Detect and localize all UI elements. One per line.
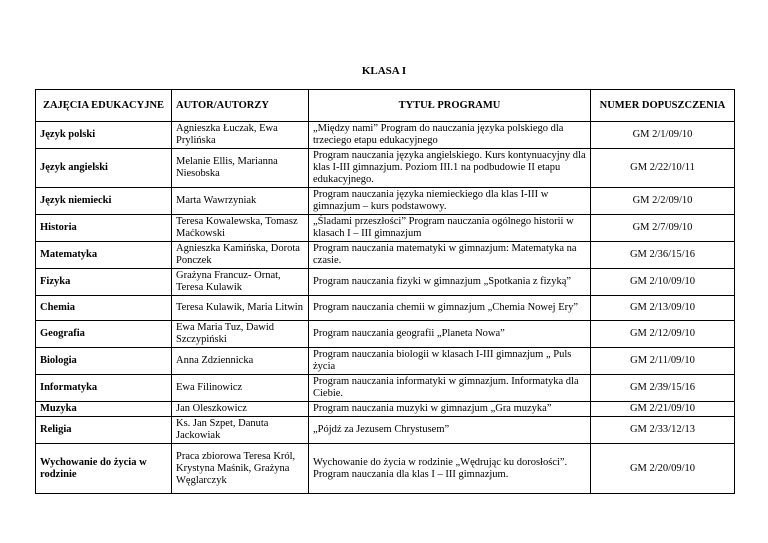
program-cell: Program nauczania biologii w klasach I-III gimnazjum „ Puls życia: [309, 348, 591, 375]
author-cell: Ewa Filinowicz: [172, 375, 309, 402]
author-cell: Jan Oleszkowicz: [172, 402, 309, 417]
author-cell: Teresa Kowalewska, Tomasz Maćkowski: [172, 215, 309, 242]
number-cell: GM 2/12/09/10: [591, 321, 735, 348]
table-row: [36, 122, 735, 149]
program-cell: Wychowanie do życia w rodzinie „Wędrując ku dorosłości”. Program nauczania dla klas I – III gimnazjum.: [309, 444, 591, 494]
page-title: KLASA I: [361, 65, 407, 77]
table-row: [36, 375, 735, 402]
table-row: [36, 296, 735, 321]
subject-cell: Matematyka: [36, 242, 172, 269]
program-cell: „Śladami przeszłości” Program nauczania ogólnego historii w klasach I – III gimnazjum: [309, 215, 591, 242]
header-subject: ZAJĘCIA EDUKACYJNE: [36, 90, 172, 122]
table-row: [36, 402, 735, 417]
subject-cell: Fizyka: [36, 269, 172, 296]
number-cell: GM 2/11/09/10: [591, 348, 735, 375]
subject-cell: Chemia: [36, 296, 172, 321]
number-cell: GM 2/39/15/16: [591, 375, 735, 402]
author-cell: Grażyna Francuz- Ornat, Teresa Kulawik: [172, 269, 309, 296]
author-cell: Ks. Jan Szpet, Danuta Jackowiak: [172, 417, 309, 444]
number-cell: GM 2/13/09/10: [591, 296, 735, 321]
number-cell: GM 2/36/15/16: [591, 242, 735, 269]
program-cell: Program nauczania geografii „Planeta Nowa”: [309, 321, 591, 348]
number-cell: GM 2/10/09/10: [591, 269, 735, 296]
author-cell: Praca zbiorowa Teresa Król, Krystyna Maśnik, Grażyna Węglarczyk: [172, 444, 309, 494]
program-cell: Program nauczania informatyki w gimnazjum. Informatyka dla Ciebie.: [309, 375, 591, 402]
table-row: [36, 417, 735, 444]
table-row: [36, 242, 735, 269]
author-cell: Agnieszka Kamińska, Dorota Ponczek: [172, 242, 309, 269]
header-program: TYTUŁ PROGRAMU: [309, 90, 591, 122]
subject-cell: Geografia: [36, 321, 172, 348]
subject-cell: Biologia: [36, 348, 172, 375]
subject-cell: Informatyka: [36, 375, 172, 402]
program-cell: Program nauczania muzyki w gimnazjum „Gra muzyka”: [309, 402, 591, 417]
program-cell: Program nauczania języka niemieckiego dla klas I-III w gimnazjum – kurs podstawowy.: [309, 188, 591, 215]
table-row: [36, 215, 735, 242]
table-row: [36, 269, 735, 296]
author-cell: Anna Zdziennicka: [172, 348, 309, 375]
curriculum-table: [35, 89, 735, 494]
table-row: [36, 149, 735, 188]
program-cell: „Pójdź za Jezusem Chrystusem”: [309, 417, 591, 444]
author-cell: Agnieszka Łuczak, Ewa Prylińska: [172, 122, 309, 149]
subject-cell: Historia: [36, 215, 172, 242]
subject-cell: Wychowanie do życia w rodzinie: [36, 444, 172, 494]
table-row: [36, 188, 735, 215]
program-cell: Program nauczania fizyki w gimnazjum „Spotkania z fizyką”: [309, 269, 591, 296]
number-cell: GM 2/22/10/11: [591, 149, 735, 188]
subject-cell: Język niemiecki: [36, 188, 172, 215]
number-cell: GM 2/20/09/10: [591, 444, 735, 494]
table-row: [36, 348, 735, 375]
subject-cell: Język polski: [36, 122, 172, 149]
number-cell: GM 2/1/09/10: [591, 122, 735, 149]
subject-cell: Język angielski: [36, 149, 172, 188]
table-row: [36, 444, 735, 494]
subject-cell: Muzyka: [36, 402, 172, 417]
number-cell: GM 2/33/12/13: [591, 417, 735, 444]
number-cell: GM 2/21/09/10: [591, 402, 735, 417]
subject-cell: Religia: [36, 417, 172, 444]
author-cell: Ewa Maria Tuz, Dawid Szczypiński: [172, 321, 309, 348]
author-cell: Teresa Kulawik, Maria Litwin: [172, 296, 309, 321]
table-row: [36, 321, 735, 348]
header-row: [36, 90, 735, 122]
program-cell: Program nauczania matematyki w gimnazjum: Matematyka na czasie.: [309, 242, 591, 269]
author-cell: Melanie Ellis, Marianna Niesobska: [172, 149, 309, 188]
header-number: NUMER DOPUSZCZENIA: [591, 90, 735, 122]
number-cell: GM 2/2/09/10: [591, 188, 735, 215]
program-cell: „Między nami” Program do nauczania języka polskiego dla trzeciego etapu edukacyjnego: [309, 122, 591, 149]
program-cell: Program nauczania języka angielskiego. Kurs kontynuacyjny dla klas I-III gimnazjum. Poziom III.1 na podbudowie II etapu edukacyjnego.: [309, 149, 591, 188]
number-cell: GM 2/7/09/10: [591, 215, 735, 242]
program-cell: Program nauczania chemii w gimnazjum „Chemia Nowej Ery”: [309, 296, 591, 321]
header-author: AUTOR/AUTORZY: [172, 90, 309, 122]
author-cell: Marta Wawrzyniak: [172, 188, 309, 215]
